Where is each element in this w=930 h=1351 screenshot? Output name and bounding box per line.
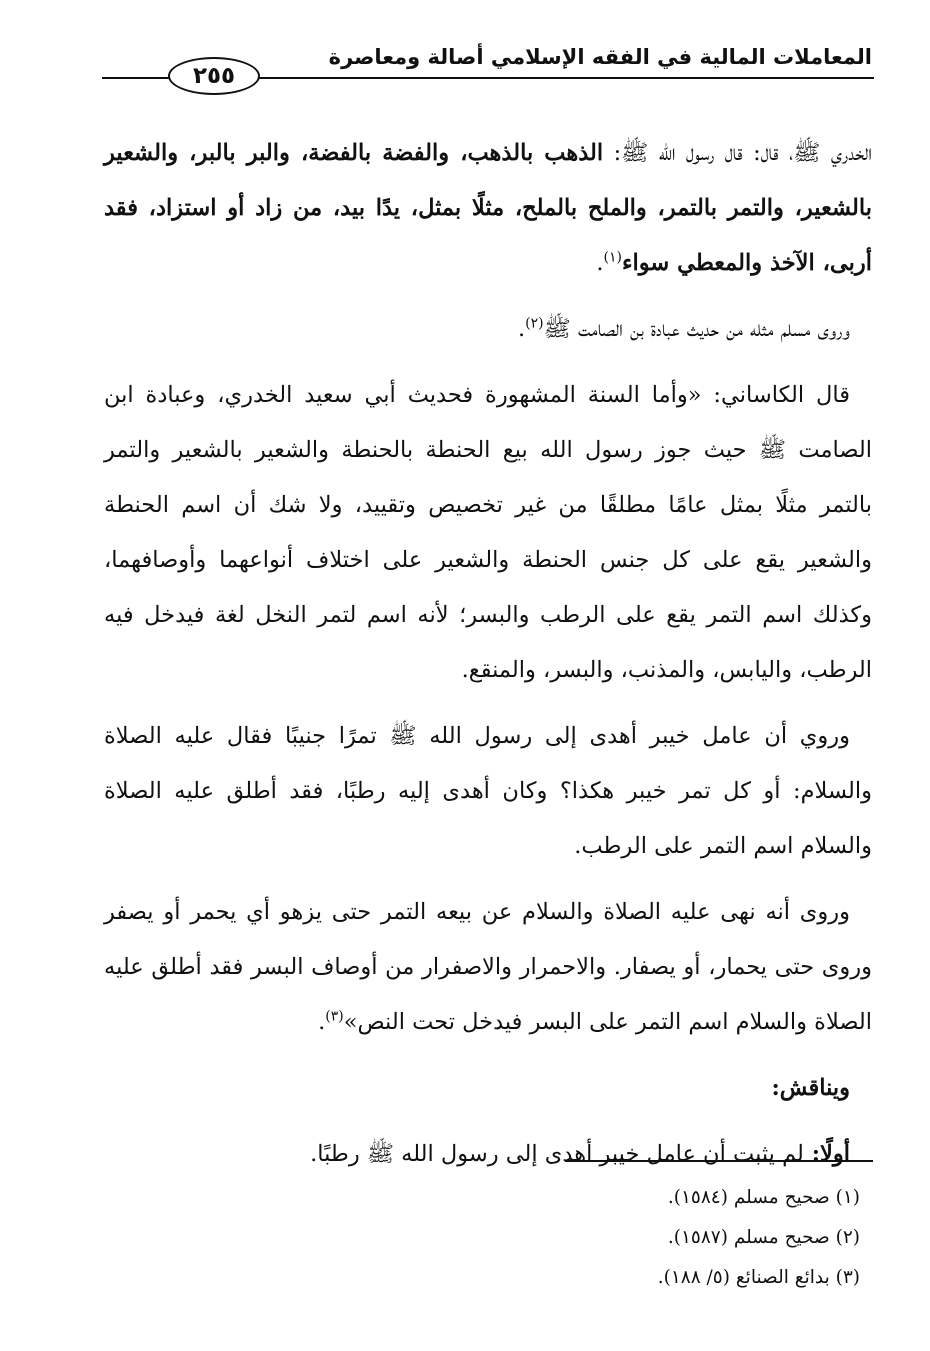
footnote-ref: (٣) [325, 1008, 344, 1025]
paragraph-text: وروى أنه نهى عليه الصلاة والسلام عن بيعه التمر حتى يزهو أي يحمر أو يصفر وروى حتى يحمار، أو يصفار. والاحمرار والاصفرار من أوصاف البسر فقد أطلق عليه الصلاة والسلام اسم التمر على البسر فيدخل تحت النص» [104, 899, 872, 1035]
page-number-oval [168, 57, 260, 95]
paragraph-kasani [104, 368, 872, 698]
main-text [104, 126, 872, 1193]
footnote-ref: (٢) [525, 315, 544, 332]
footnotes [260, 1178, 860, 1298]
page-number: ٢٥٥ [192, 63, 236, 89]
period: . [517, 316, 526, 342]
period: . [596, 250, 604, 276]
footnote-item: (٣) بدائع الصنائع (٥/ ١٨٨). [657, 1267, 860, 1288]
paragraph-khaybar [104, 709, 872, 874]
paragraph-ripening [104, 885, 872, 1050]
hadith-quote: الذهب بالذهب، والفضة بالفضة، والبر بالبر، والشعير بالشعير، والتمر بالتمر، والملح بالملح، مثلًا بمثل، يدًا بيد، من زاد أو استزاد، فقد أربى، الآخذ والمعطي سواء [104, 140, 872, 276]
paragraph-muslim [104, 302, 872, 357]
discussion-heading: ويناقش: [771, 1075, 850, 1101]
paragraph-text: وروى مسلم مثله من حديث عبادة بن الصامت ﷺ [543, 316, 850, 342]
paragraph-hadith [104, 126, 872, 291]
paragraph-text: وروي أن عامل خيبر أهدى إلى رسول الله ﷺ تمرًا جنيبًا فقال عليه الصلاة والسلام: أو كل تمر خيبر هكذا؟ وكان أهدى إليه رطبًا، فقد أطلق عليه الصلاة والسلام اسم التمر على الرطب. [104, 723, 872, 859]
footnote-item: (٢) صحيح مسلم (١٥٨٧). [667, 1227, 860, 1248]
paragraph-text: الخدري ﷺ، قال: قال رسول الله ﷺ: [603, 140, 873, 166]
period: . [318, 1009, 326, 1035]
paragraph-text: لم يثبت أن عامل خيبر أهدى إلى رسول الله ﷺ رطبًا. [310, 1141, 804, 1167]
footnote-ref: (١) [603, 249, 622, 266]
footnote-item: (١) صحيح مسلم (١٥٨٤). [667, 1187, 860, 1208]
first-point-label: أولًا: [803, 1141, 850, 1167]
footnote-separator [565, 1160, 873, 1162]
running-title: المعاملات المالية في الفقه الإسلامي أصالة ومعاصرة [328, 45, 872, 69]
paragraph-first-point [104, 1127, 872, 1182]
paragraph-text: قال الكاساني: «وأما السنة المشهورة فحديث أبي سعيد الخدري، وعبادة ابن الصامت ﷺ حيث جوز رسول الله بيع الحنطة بالحنطة والشعير بالشعير والتمر بالتمر مثلًا بمثل عامًا مطلقًا من غير تخصيص وتقييد، ولا شك أن اسم الحنطة والشعير يقع على كل جنس الحنطة والشعير على اختلاف أنواعهما وأوصافهما، وكذلك اسم التمر يقع على الرطب والبسر؛ لأنه اسم لتمر النخل لغة فيدخل فيه الرطب، واليابس، والمذنب، والبسر، والمنقع. [104, 382, 872, 683]
